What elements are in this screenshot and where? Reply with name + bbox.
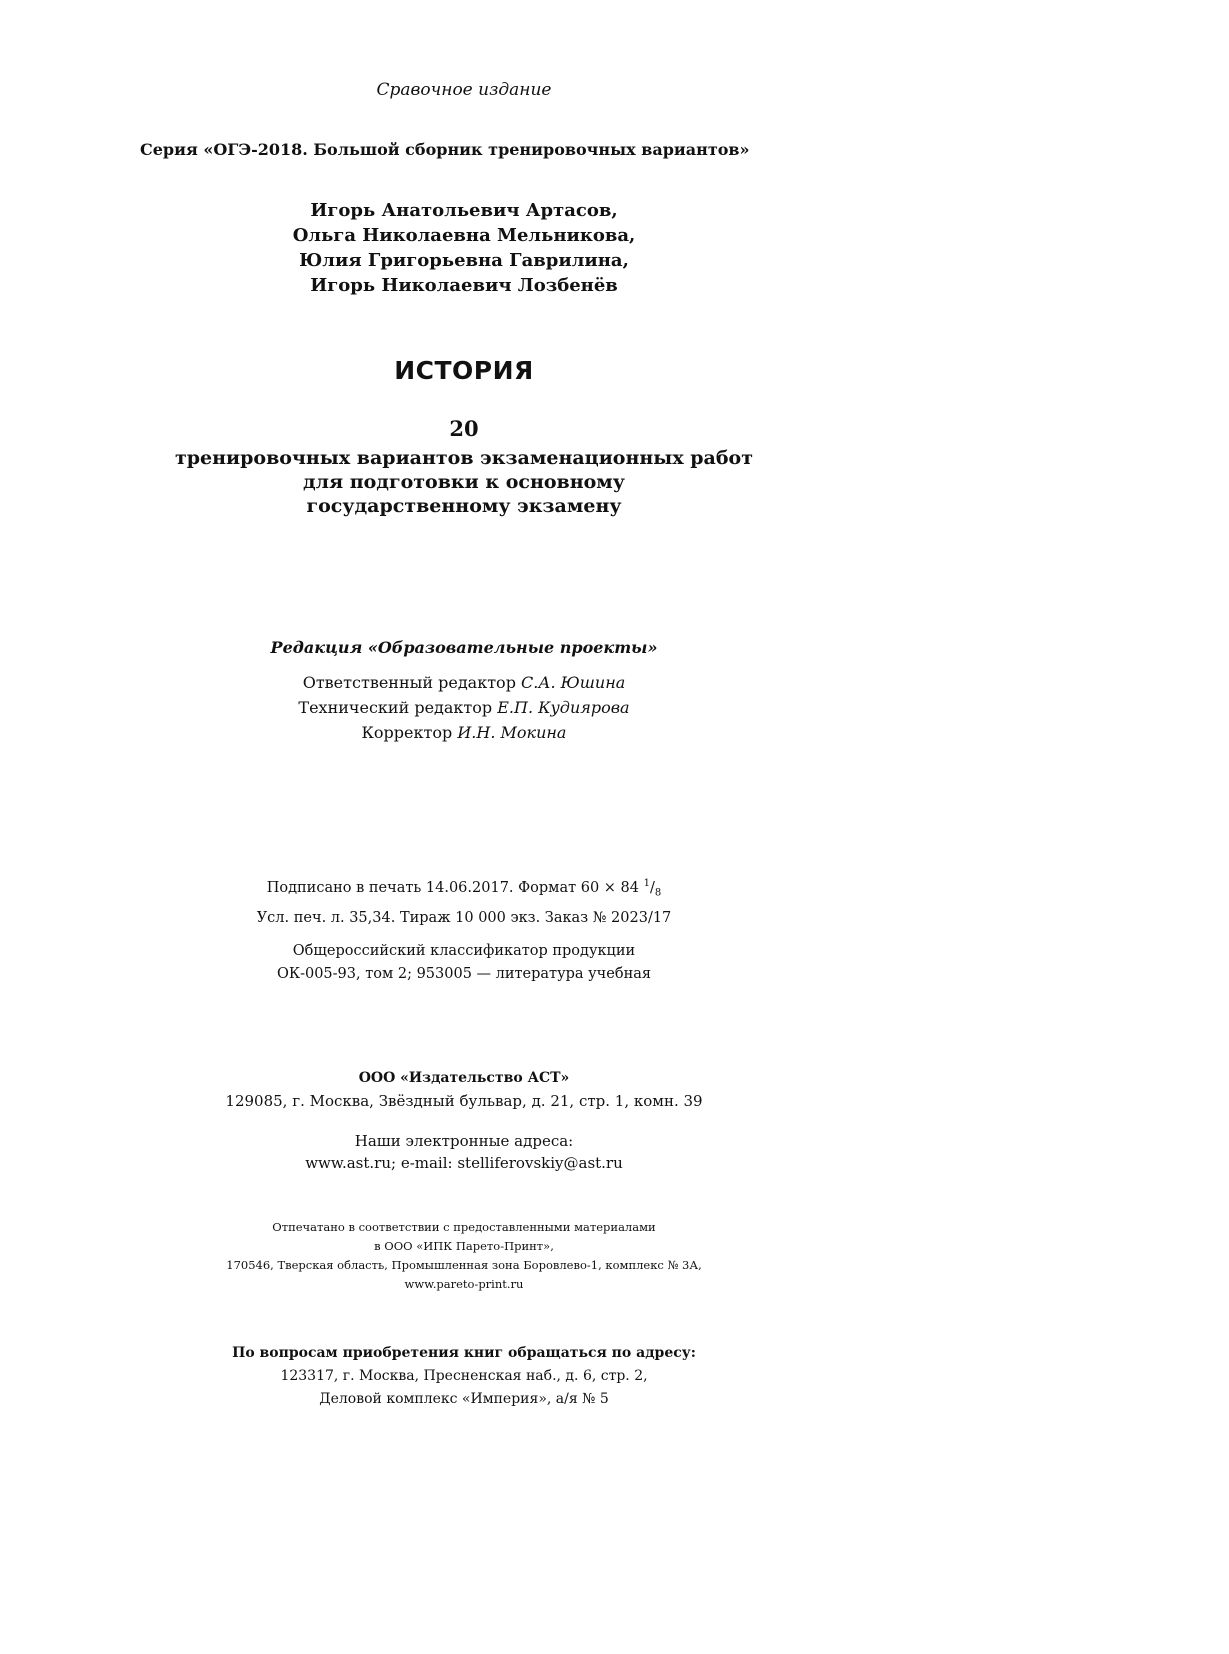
web-label: Наши электронные адреса: [354, 1132, 574, 1150]
book-subtitle [0, 446, 928, 518]
staff-row [0, 670, 928, 695]
staff-name: Е.П. Кудиярова [497, 698, 630, 717]
format-fraction-denominator: 8 [654, 887, 662, 899]
edition-office: Редакция «Образовательные проекты» [270, 638, 658, 657]
series-line: Серия «ОГЭ-2018. Большой сборник тренировочных вариантов» [140, 140, 750, 159]
subtitle-line-1: тренировочных вариантов экзаменационных работ [174, 447, 753, 469]
authors-block [0, 198, 928, 298]
subtitle-line-3: государственному экзамену [306, 495, 622, 517]
publisher-web [0, 1130, 928, 1174]
subtitle-line-2: для подготовки к основному [303, 471, 625, 493]
staff-row [0, 720, 928, 745]
print-line-1 [0, 872, 928, 906]
format-fraction-separator: / [650, 879, 655, 896]
book-title: ИСТОРИЯ [394, 356, 534, 385]
reference-edition-label: Сравочное издание [376, 80, 552, 100]
classifier-line-1: Общероссийский классификатор продукции [292, 943, 636, 959]
print-format: Подписано в печать 14.06.2017. Формат 60 × 84 [266, 879, 644, 896]
printed-line-1: Отпечатано в соответствии с предоставленными материалами [272, 1220, 656, 1234]
staff-row [0, 695, 928, 720]
purchase-line-1: 123317, г. Москва, Пресненская наб., д. 6, стр. 2, [280, 1368, 648, 1384]
print-details [0, 872, 928, 930]
print-line-2: Усл. печ. л. 35,34. Тираж 10 000 экз. Заказ № 2023/17 [256, 909, 672, 926]
author-4: Игорь Николаевич Лозбенёв [310, 275, 618, 296]
publisher-address: 129085, г. Москва, Звёздный бульвар, д. 21, стр. 1, комн. 39 [225, 1092, 703, 1110]
printed-line-4: www.pareto-print.ru [404, 1277, 524, 1291]
classifier-line-2: ОК-005-93, том 2; 953005 — литература учебная [276, 966, 652, 982]
staff-role: Технический редактор [298, 698, 493, 717]
publisher-name: ООО «Издательство АСТ» [358, 1070, 570, 1086]
variants-count: 20 [449, 416, 479, 441]
purchase-heading: По вопросам приобретения книг обращаться по адресу: [232, 1345, 696, 1361]
product-classifier [0, 940, 928, 986]
printed-line-2: в ООО «ИПК Парето-Принт», [374, 1239, 554, 1253]
web-addresses: www.ast.ru; e-mail: stelliferovskiy@ast.ru [305, 1154, 623, 1172]
staff-name: С.А. Юшина [521, 673, 626, 692]
printing-house [0, 1218, 928, 1294]
author-1: Игорь Анатольевич Артасов, [310, 200, 618, 221]
editorial-staff [0, 670, 928, 745]
printed-line-3: 170546, Тверская область, Промышленная зона Боровлево-1, комплекс № 3А, [226, 1258, 702, 1272]
author-2: Ольга Николаевна Мельникова, [292, 225, 636, 246]
staff-role: Корректор [361, 723, 453, 742]
purchase-info [0, 1342, 928, 1411]
staff-name: И.Н. Мокина [457, 723, 567, 742]
author-3: Юлия Григорьевна Гаврилина, [299, 250, 629, 271]
staff-role: Ответственный редактор [302, 673, 516, 692]
purchase-line-2: Деловой комплекс «Империя», а/я № 5 [319, 1391, 609, 1407]
format-fraction-numerator: 1 [643, 878, 650, 889]
